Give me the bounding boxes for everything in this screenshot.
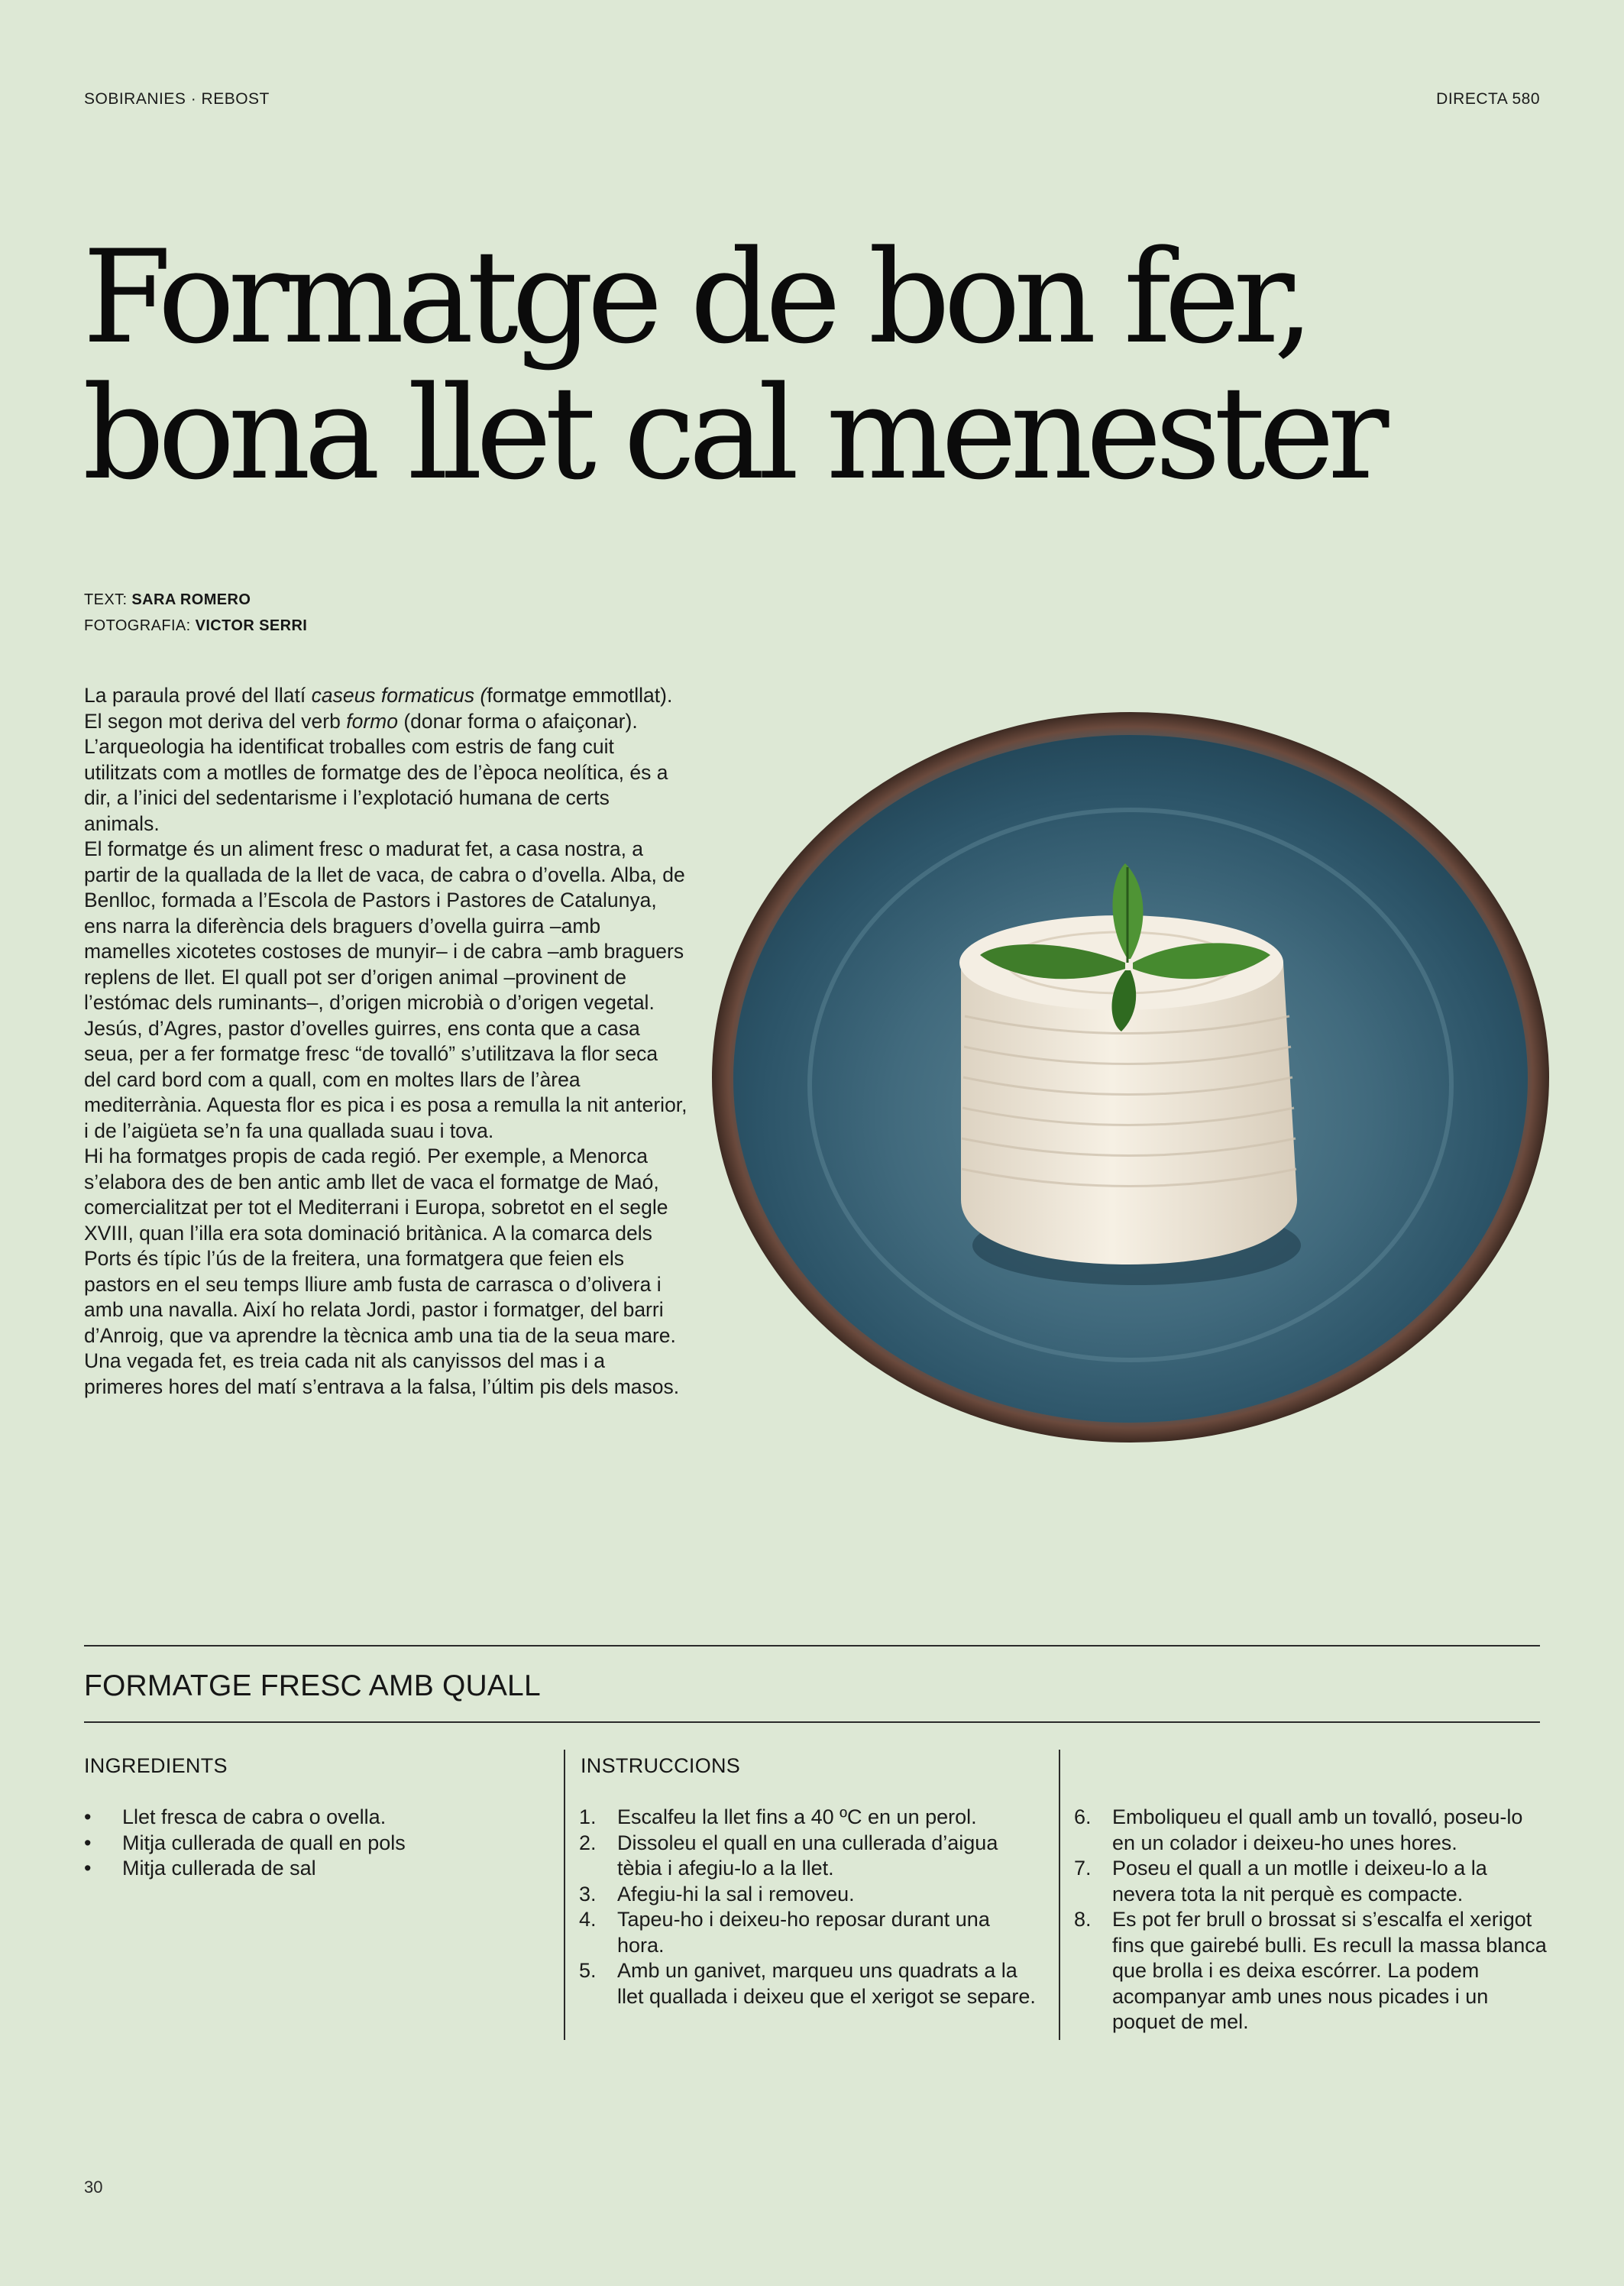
step-text: Poseu el quall a un motlle i deixeu-lo a la nevera tota la nit perquè es compacte. xyxy=(1112,1857,1487,1906)
ingredient-text: Mitja cullerada de sal xyxy=(122,1857,316,1880)
step-text: Afegiu-hi la sal i removeu. xyxy=(617,1882,855,1906)
step-number: 1. xyxy=(579,1805,597,1828)
step-text: Escalfeu la llet fins a 40 ºC en un perol. xyxy=(617,1805,977,1828)
column-divider-1 xyxy=(564,1750,565,2040)
bullet-icon: • xyxy=(84,1831,92,1854)
step-text: Amb un ganivet, marqueu uns quadrats a la llet quallada i deixeu que el xerigot se separe. xyxy=(617,1959,1036,2008)
step-number: 2. xyxy=(579,1831,597,1854)
bullet-icon: • xyxy=(84,1805,92,1828)
column-divider-2 xyxy=(1059,1750,1060,2040)
text-credit-author: SARA ROMERO xyxy=(131,591,251,608)
bullet-icon: • xyxy=(84,1857,92,1880)
ingredient-text: Llet fresca de cabra o ovella. xyxy=(122,1805,387,1828)
body-paragraph-2: El formatge és un aliment fresc o madurat fet, a casa nostra, a partir de la quallada de la llet de vaca, de cabra o d’ovella. Alba, de Benlloc, formada a l’Escola de Pastors i Pastores de Catalunya, ens narra la diferència dels braguers d’ovella guirra –amb mamelles xicotetes costoses de munyir– i de cabra –amb braguers replens de llet. El quall pot ser d’origen animal –provinent de l’estómac dels ruminants–, d’origen microbià o d’origen vegetal. Jesús, d’Agres, pastor d’ovelles guirres, ens conta que a casa seua, per a fer formatge fresc “de tovalló” s’utilitzava la flor seca del card bord com a quall, com en moltes llars de l’àrea mediterrània. Aquesta flor es pica i es posa a remulla la nit anterior, i de l’aigüeta se’n fa una quallada suau i tova. xyxy=(84,837,687,1142)
ingredient-item xyxy=(84,1831,542,1857)
ingredient-text: Mitja cullerada de quall en pols xyxy=(122,1831,406,1854)
body-p1-latin: caseus formaticus ( xyxy=(311,684,487,707)
instructions-label: INSTRUCCIONS xyxy=(581,1754,741,1777)
body-paragraph-1 xyxy=(84,683,687,837)
instruction-step xyxy=(1074,1907,1548,2035)
instruction-step xyxy=(579,1882,1037,1908)
article-title xyxy=(82,222,1549,508)
instructions-list-1 xyxy=(579,1805,1037,2009)
cheese-plate-photo xyxy=(709,711,1549,1444)
credits xyxy=(84,587,307,639)
ingredients-list xyxy=(84,1805,542,1882)
instruction-step xyxy=(579,1907,1037,1958)
recipe-title: FORMATGE FRESC AMB QUALL xyxy=(84,1669,541,1702)
step-text: Es pot fer brull o brossat si s’escalfa el xerigot fins que gairebé bulli. Es recull la massa blanca que brolla i es deixa escórrer. La podem acompanyar amb unes nous picades i un poquet de mel. xyxy=(1112,1908,1547,2033)
body-paragraph-3: Hi ha formatges propis de cada regió. Per exemple, a Menorca s’elabora des de ben antic amb llet de vaca el formatge de Maó, comercialitzat per tot el Mediterrani i Europa, sobretot en el segle XVIII, quan l’illa era sota dominació britànica. A la comarca dels Ports és típic l’ús de la freitera, una formatgera que feien els pastors en el seu temps lliure amb fusta de carrasca o d’olivera i amb una navalla. Així ho relata Jordi, pastor i formatger, del barri d’Anroig, que va aprendre la tècnica amb una tia de la seua mare. Una vegada fet, es treia cada nit als canyissos del mas i a primeres hores del matí s’entrava a la falsa, l’últim pis dels masos. xyxy=(84,1145,680,1398)
photo-credit-label: FOTOGRAFIA: xyxy=(84,617,191,634)
instruction-step xyxy=(1074,1856,1548,1907)
step-text: Emboliqueu el quall amb un tovalló, poseu-lo en un colador i deixeu-ho unes hores. xyxy=(1112,1805,1523,1854)
ingredients-label: INGREDIENTS xyxy=(84,1754,228,1777)
instruction-step xyxy=(1074,1805,1548,1856)
body-p1-part-a: La paraula prové del llatí xyxy=(84,684,312,707)
running-header-issue: DIRECTA 580 xyxy=(1436,90,1540,108)
recipe-title-rule xyxy=(84,1721,1540,1723)
step-text: Dissoleu el quall en una cullerada d’aigua tèbia i afegiu-lo a la llet. xyxy=(617,1831,998,1880)
article-body xyxy=(84,683,687,1400)
step-number: 3. xyxy=(579,1882,597,1906)
instruction-step xyxy=(579,1958,1037,2009)
text-credit xyxy=(84,587,307,613)
running-header-section: SOBIRANIES · REBOST xyxy=(84,90,270,108)
step-number: 4. xyxy=(579,1908,597,1931)
article-title-line-1: Formatge de bon fer, xyxy=(82,222,1308,372)
ingredient-item xyxy=(84,1856,542,1882)
instruction-step xyxy=(579,1805,1037,1831)
body-p1-part-b: formatge emmotllat). El segon mot deriva del verb xyxy=(84,684,673,733)
body-p1-formo: formo xyxy=(346,709,398,733)
step-number: 5. xyxy=(579,1959,597,1982)
step-number: 7. xyxy=(1074,1857,1092,1880)
instructions-list-2 xyxy=(1074,1805,1548,2035)
instruction-step xyxy=(579,1831,1037,1882)
page-number: 30 xyxy=(84,2178,103,2197)
photo-credit-author: VICTOR SERRI xyxy=(195,617,308,634)
text-credit-label: TEXT: xyxy=(84,591,128,608)
step-number: 6. xyxy=(1074,1805,1092,1828)
photo-credit xyxy=(84,613,307,639)
ingredient-item xyxy=(84,1805,542,1831)
article-title-line-2: bona llet cal menester xyxy=(82,358,1383,508)
body-p1-part-c: (donar forma o afaiçonar). L’arqueologia ha identificat troballes com estris de fang cuit utilitzats com a motlles de formatge des de l’època neolítica, és a dir, a l’inici del sedentarisme i l’explotació humana de certs animals. xyxy=(84,709,668,835)
step-number: 8. xyxy=(1074,1908,1092,1931)
recipe-top-rule xyxy=(84,1645,1540,1647)
step-text: Tapeu-ho i deixeu-ho reposar durant una hora. xyxy=(617,1908,990,1957)
